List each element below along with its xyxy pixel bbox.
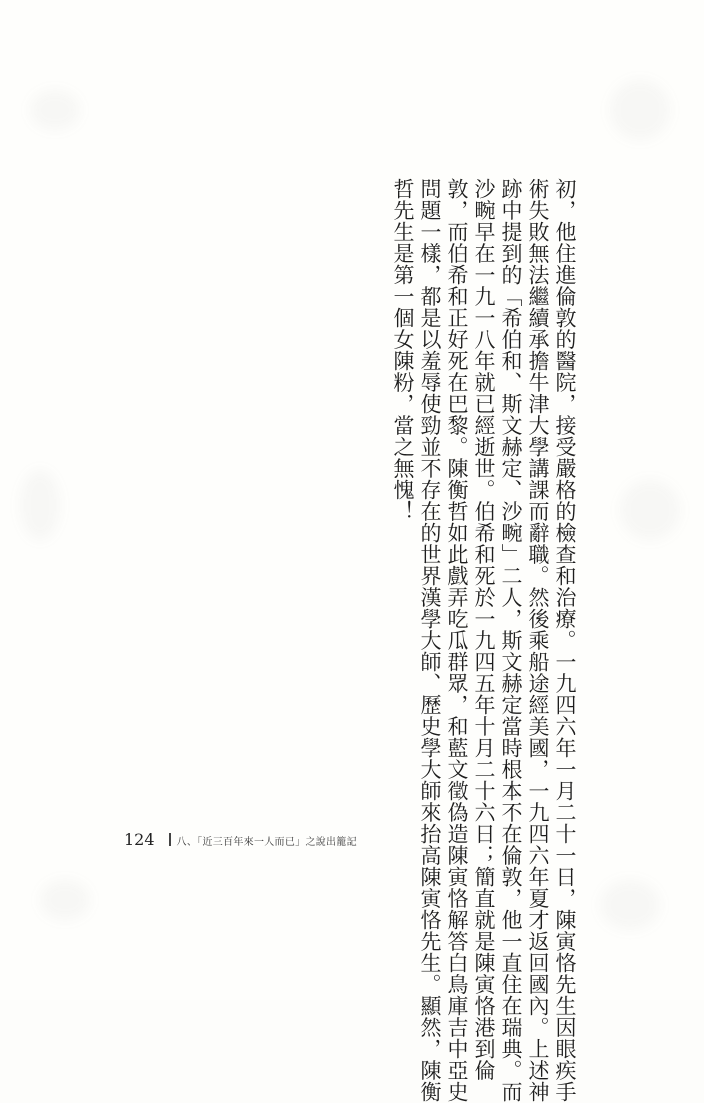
paper-stain (600, 880, 660, 930)
text-column: 術失敗無法繼續承擔牛津大學講課而辭職。然後乘船途經美國，一九四六年夏才返回國內。上述神 (526, 178, 550, 1103)
page-footer (124, 830, 357, 849)
paper-stain (40, 880, 90, 920)
paper-stain (30, 90, 80, 130)
footer-divider (169, 833, 171, 846)
text-column: 初，他住進倫敦的醫院，接受嚴格的檢查和治療。一九四六年一月二十一日，陳寅恪先生因眼疾手 (553, 178, 577, 1103)
paper-stain (610, 80, 670, 140)
text-column: 哲先生是第一個女陳粉，當之無愧！ (391, 178, 415, 522)
running-head: 八、「近三百年來一人而已」之說出籠記 (176, 837, 357, 848)
text-column: 跡中提到的「希伯和、斯文赫定、沙畹」二人，斯文赫定當時根本不在倫敦，他一直住在瑞典。而 (499, 178, 523, 1103)
text-column: 問題一樣，都是以羞辱使勁並不存在的世界漢學大師、歷史學大師來抬高陳寅恪先生。顯然，陳衡 (418, 178, 442, 1103)
paper-stain (20, 470, 60, 540)
vertical-body-text (389, 178, 578, 1103)
text-column: 沙畹早在一九一八年就已經逝世。伯希和死於一九四五年十月二十六日；簡直就是陳寅恪港到倫 (472, 178, 496, 1081)
text-column: 敦，而伯希和正好死在巴黎。陳衡哲如此戲弄吃瓜群眾，和藍文徵偽造陳寅恪解答白鳥庫吉中亞史 (445, 178, 469, 1103)
page-number: 124 (124, 830, 155, 849)
paper-stain (620, 480, 680, 540)
